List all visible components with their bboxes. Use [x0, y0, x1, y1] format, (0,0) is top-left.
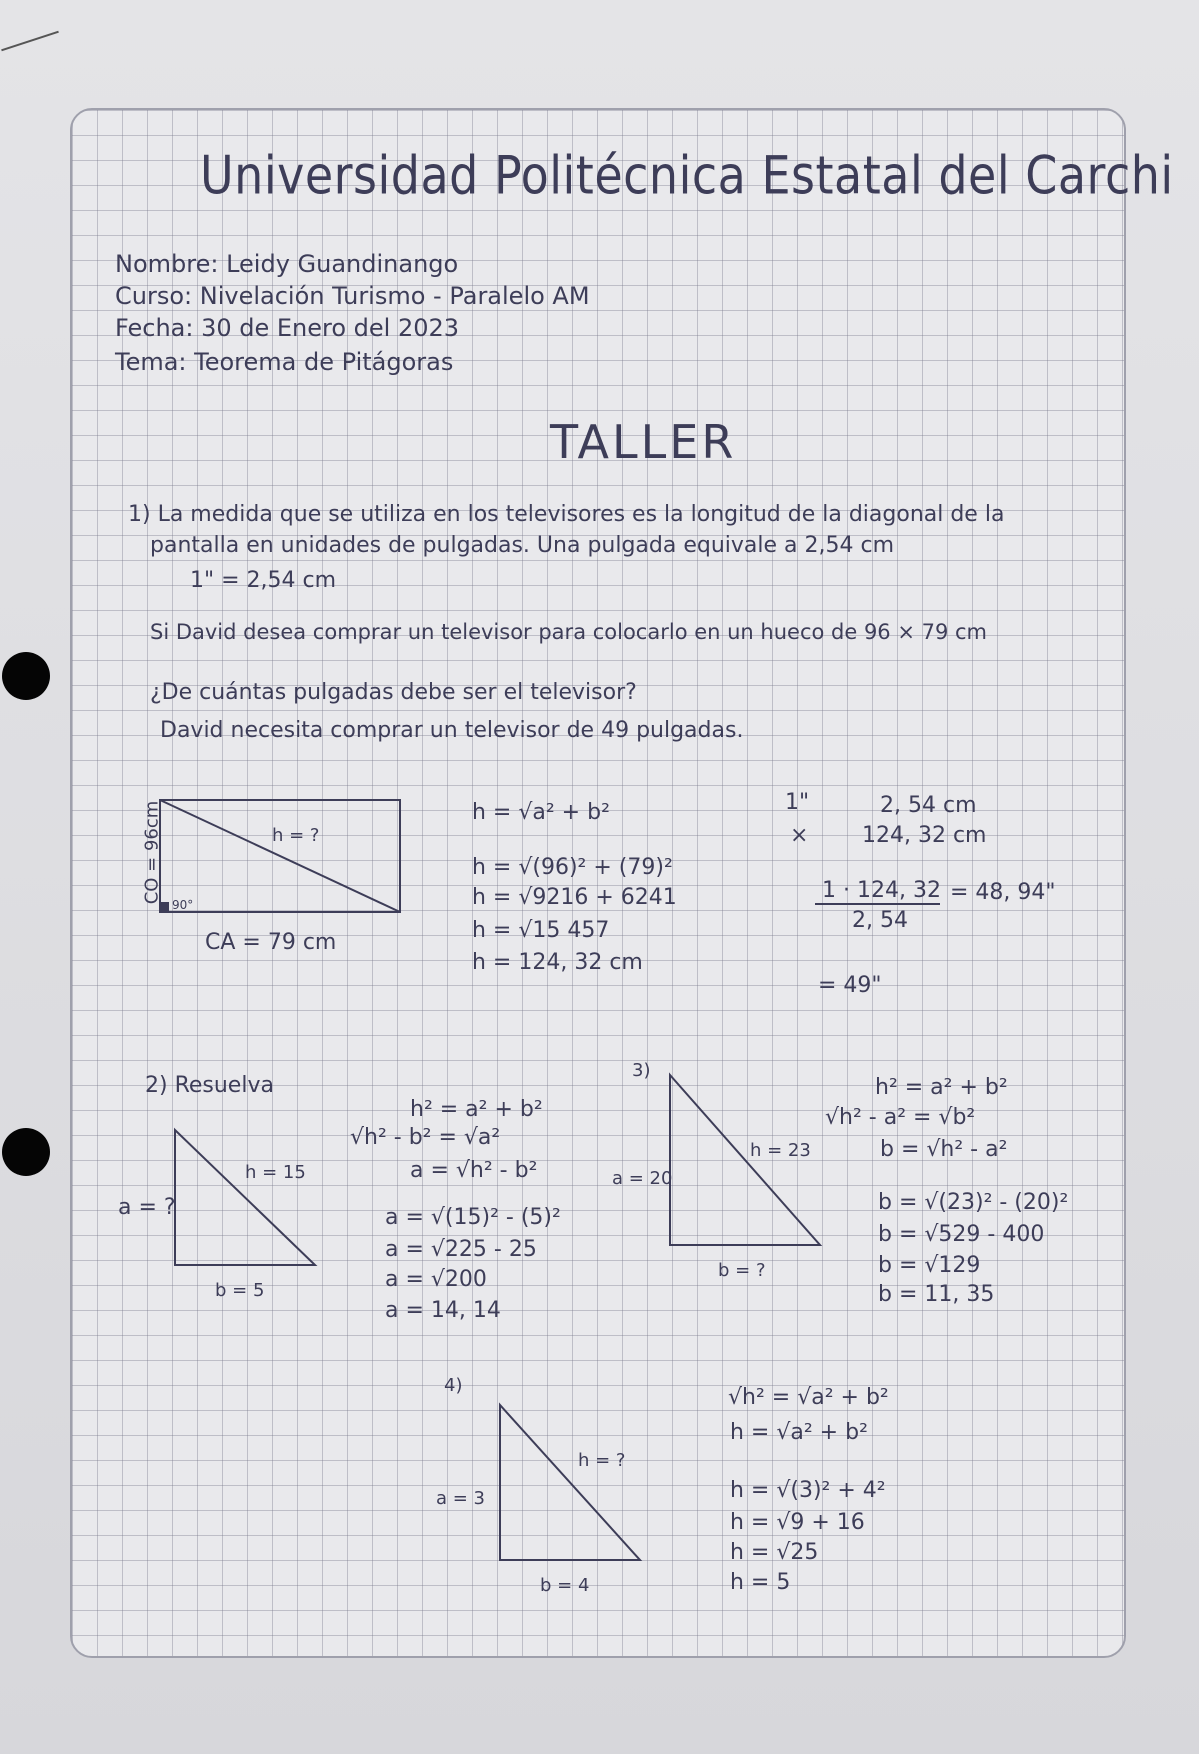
ex1-rectangle-figure: [150, 795, 410, 935]
ex1-fig-angle: 90°: [172, 898, 194, 912]
ex2-fig-a: a = ?: [118, 1195, 176, 1220]
conv-fraction-bar: [815, 903, 940, 905]
conv-result: = 48, 94": [950, 880, 1056, 905]
ex3-fig-a: a = 20: [612, 1168, 673, 1189]
conv-numerator: 1 · 124, 32: [822, 878, 941, 903]
section-title: TALLER: [550, 415, 737, 469]
ex1-formula-3: h = √15 457: [472, 918, 610, 943]
ex4-triangle: [500, 1405, 640, 1560]
topic: Tema: Teorema de Pitágoras: [115, 348, 454, 376]
ex1-formula-0: h = √a² + b²: [472, 800, 610, 825]
ex2-label: 2) Resuelva: [145, 1073, 274, 1098]
ex2-triangle-figure: [170, 1125, 320, 1270]
ex2-step-2: a = √h² - b²: [410, 1158, 538, 1183]
ex4-step-0: √h² = √a² + b²: [728, 1385, 889, 1410]
ex1-line4: Si David desea comprar un televisor para colocarlo en un hueco de 96 × 79 cm: [150, 620, 988, 644]
ex1-line2: pantalla en unidades de pulgadas. Una pulgada equivale a 2,54 cm: [150, 533, 895, 558]
ex1-question: ¿De cuántas pulgadas debe ser el televisor?: [150, 680, 637, 705]
ex3-fig-b: b = ?: [718, 1260, 766, 1281]
ex3-step-6: b = 11, 35: [878, 1282, 995, 1307]
conv-times: ×: [790, 823, 809, 848]
ex3-step-5: b = √129: [878, 1253, 981, 1278]
ex2-step-1: √h² - b² = √a²: [350, 1125, 501, 1150]
ex1-line1: 1) La medida que se utiliza en los televisores es la longitud de la diagonal de la: [128, 502, 1005, 527]
conv-denominator: 2, 54: [852, 908, 908, 933]
date: Fecha: 30 de Enero del 2023: [115, 314, 460, 342]
ex3-step-4: b = √529 - 400: [878, 1222, 1045, 1247]
student-name: Nombre: Leidy Guandinango: [115, 250, 459, 278]
ex3-label: 3): [632, 1060, 651, 1081]
ex4-step-1: h = √a² + b²: [730, 1420, 868, 1445]
ex1-formula-1: h = √(96)² + (79)²: [472, 855, 673, 880]
ex2-fig-b: b = 5: [215, 1280, 265, 1301]
ex3-step-2: b = √h² - a²: [880, 1137, 1008, 1162]
conv-12432: 124, 32 cm: [862, 823, 987, 848]
ex4-fig-h: h = ?: [578, 1450, 626, 1471]
ex2-step-4: a = √225 - 25: [385, 1237, 537, 1262]
ex3-step-0: h² = a² + b²: [875, 1075, 1008, 1100]
ex4-label: 4): [444, 1375, 463, 1396]
course: Curso: Nivelación Turismo - Paralelo AM: [115, 282, 590, 310]
ex3-step-1: √h² - a² = √b²: [825, 1105, 976, 1130]
ex1-fig-co: CO = 96cm: [141, 800, 163, 905]
conv-254: 2, 54 cm: [880, 793, 977, 818]
ex1-formula-4: h = 124, 32 cm: [472, 950, 643, 975]
page-title: Universidad Politécnica Estatal del Carchi: [200, 143, 1174, 207]
ex2-step-0: h² = a² + b²: [410, 1097, 543, 1122]
ex4-step-3: h = √9 + 16: [730, 1510, 865, 1535]
ex2-step-3: a = √(15)² - (5)²: [385, 1205, 561, 1230]
ex4-step-4: h = √25: [730, 1540, 819, 1565]
ex1-line3: 1" = 2,54 cm: [190, 568, 337, 593]
ex3-fig-h: h = 23: [750, 1140, 811, 1161]
ex2-step-6: a = 14, 14: [385, 1298, 501, 1323]
binder-hole-bottom: [2, 1128, 50, 1176]
ex3-step-3: b = √(23)² - (20)²: [878, 1190, 1069, 1215]
ex1-fig-ca: CA = 79 cm: [205, 930, 337, 955]
ex4-step-2: h = √(3)² + 4²: [730, 1478, 886, 1503]
binder-hole-top: [2, 652, 50, 700]
ex2-triangle: [175, 1130, 315, 1265]
ex4-step-5: h = 5: [730, 1570, 791, 1595]
ex2-fig-h: h = 15: [245, 1162, 306, 1183]
ex4-fig-a: a = 3: [436, 1488, 486, 1509]
conv-1-inch: 1": [785, 790, 810, 815]
ex4-fig-b: b = 4: [540, 1575, 590, 1596]
ex4-triangle-figure: [495, 1400, 645, 1565]
ex2-step-5: a = √200: [385, 1267, 487, 1292]
ex1-fig-h: h = ?: [272, 825, 320, 846]
ex1-formula-2: h = √9216 + 6241: [472, 885, 677, 910]
tv-diagonal: [160, 800, 400, 912]
conv-final: = 49": [818, 973, 882, 998]
ex1-answer: David necesita comprar un televisor de 49 pulgadas.: [160, 718, 744, 743]
